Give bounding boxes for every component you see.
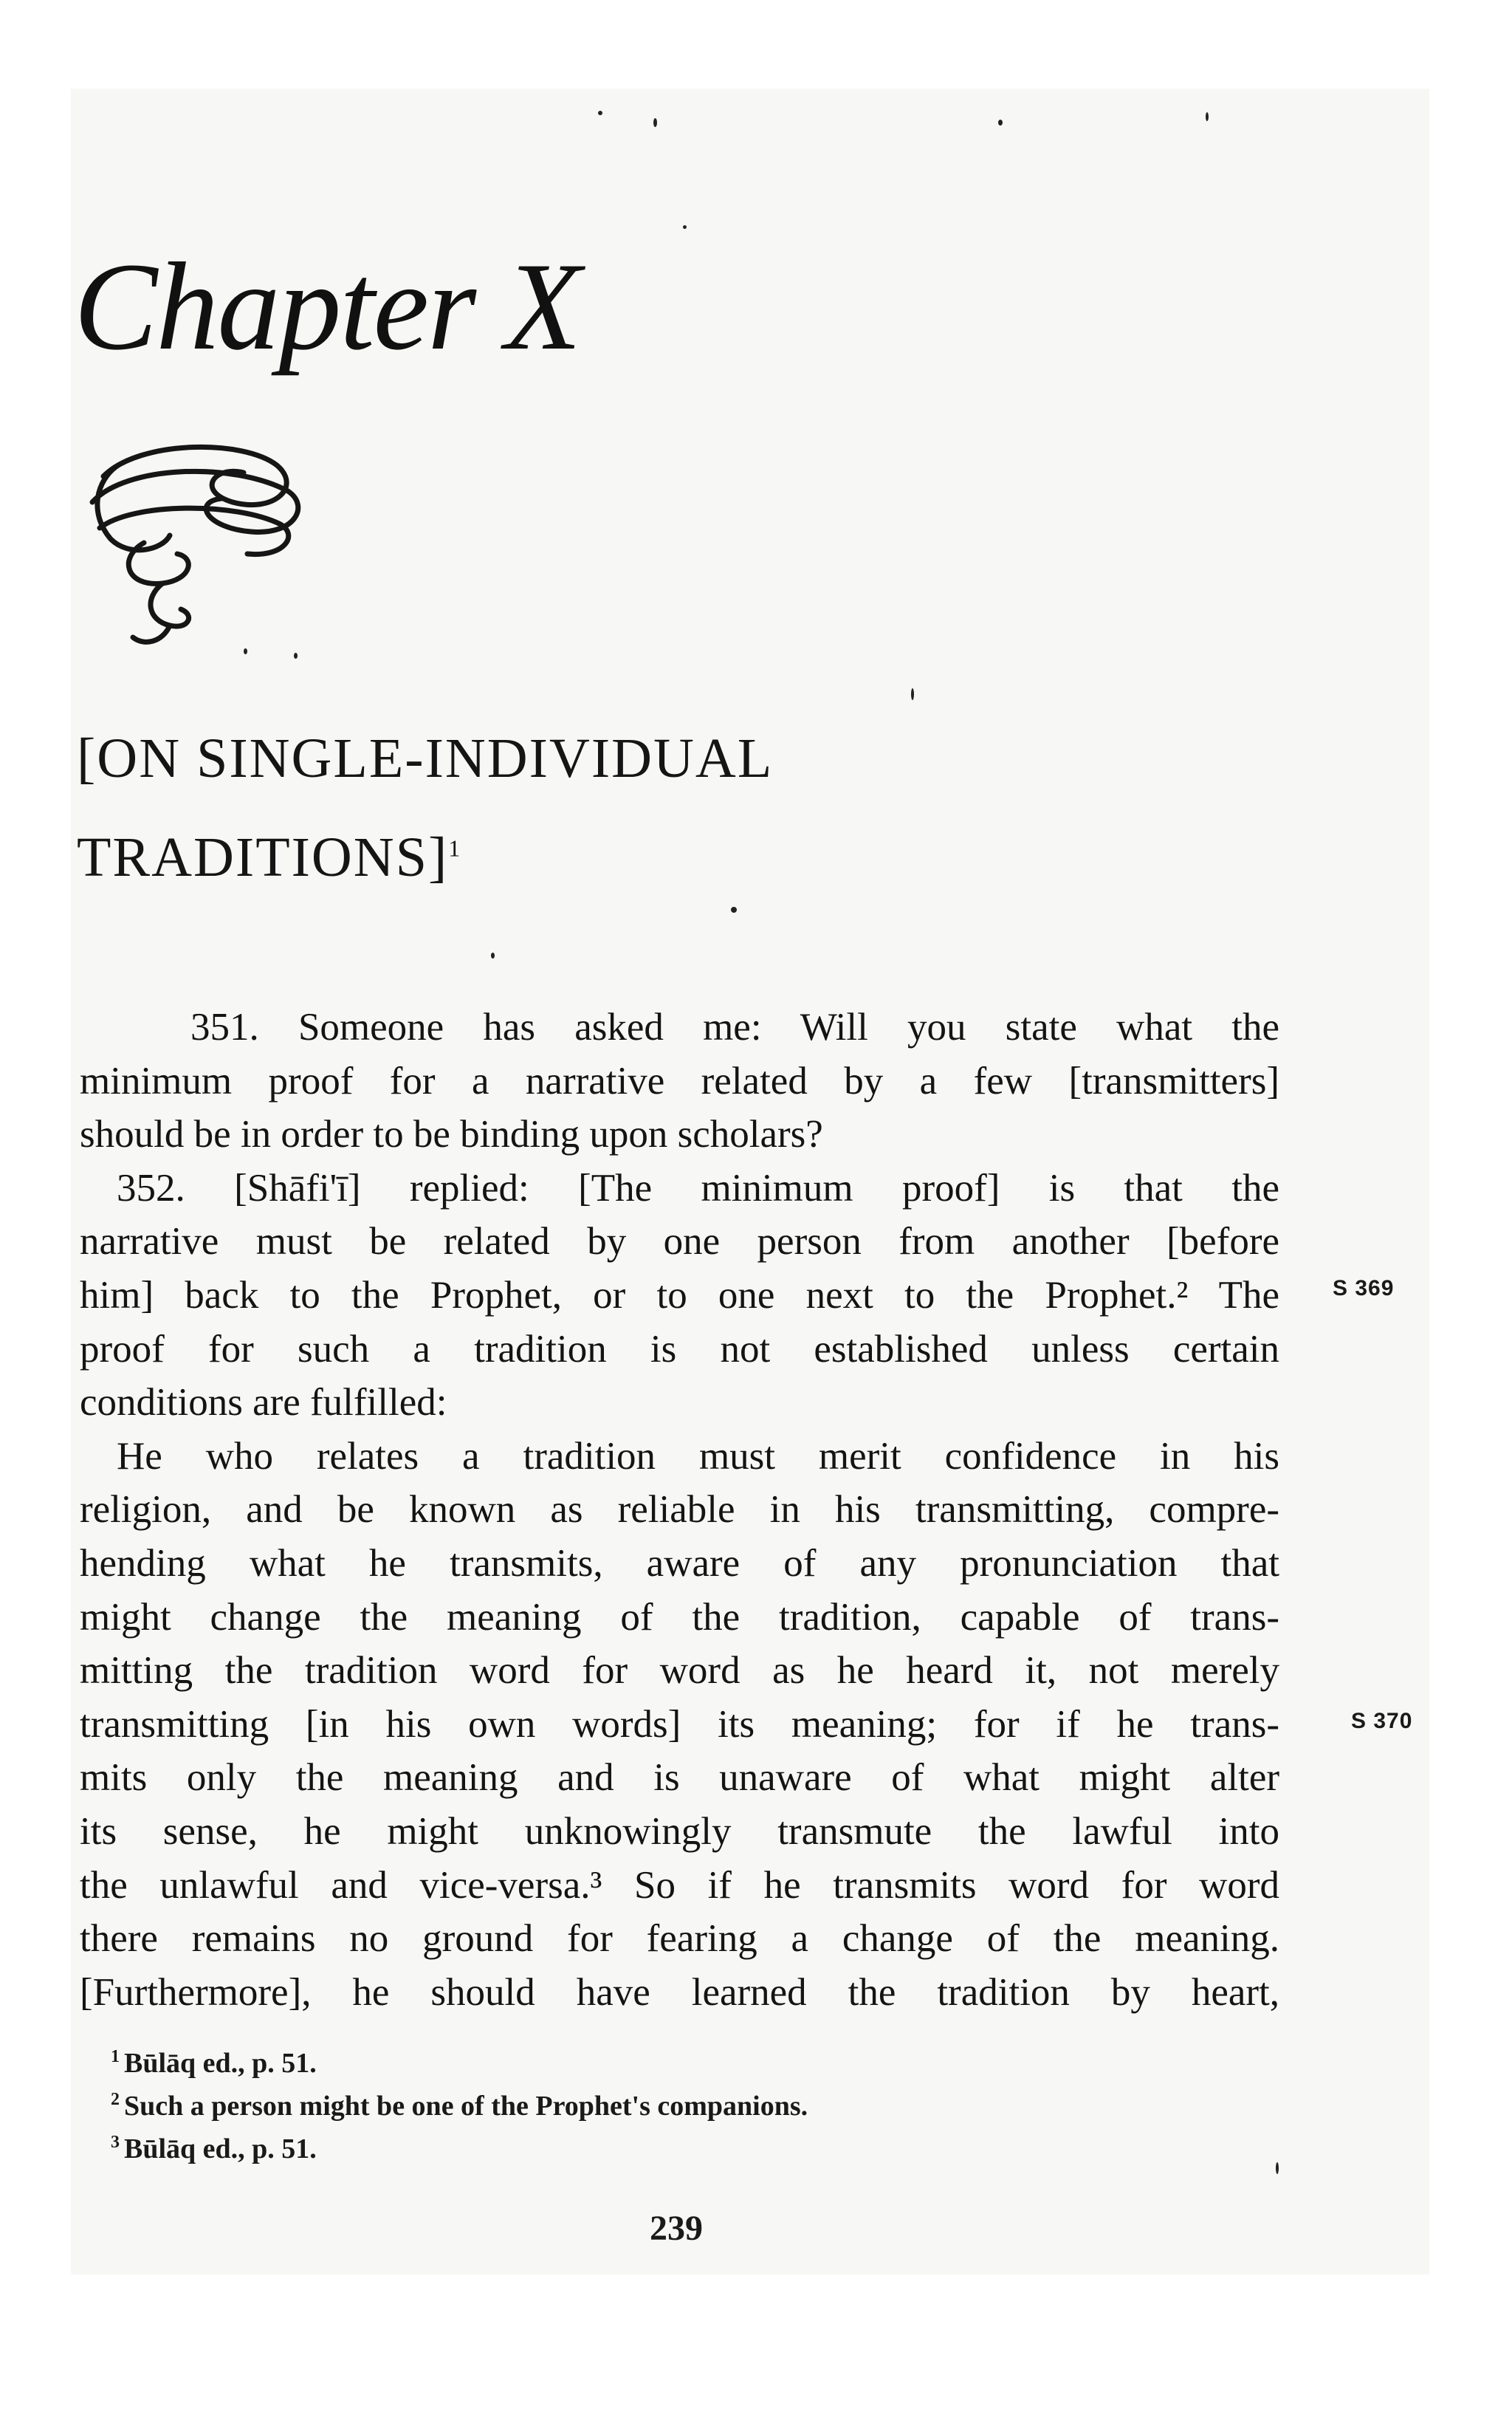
footnote-number: 3 bbox=[111, 2133, 120, 2153]
footnote-text: Such a person might be one of the Prophet's companions. bbox=[124, 2091, 808, 2122]
body-line: conditions are fulfilled: bbox=[80, 1381, 447, 1425]
body-line: might change the meaning of the tradition, capable of trans- bbox=[80, 1595, 1279, 1639]
scan-speck bbox=[731, 907, 737, 913]
margin-note-s369: S 369 bbox=[1333, 1276, 1395, 1300]
body-line: minimum proof for a narrative related by a few [transmitters] bbox=[80, 1059, 1279, 1103]
scan-speck bbox=[1276, 2162, 1279, 2174]
body-line: 351. Someone has asked me: Will you state what the bbox=[190, 1006, 1279, 1049]
body-line: there remains no ground for fearing a change of the meaning. bbox=[80, 1917, 1279, 1961]
heading-line-2-text: TRADITIONS] bbox=[77, 826, 449, 888]
footnotes bbox=[111, 2042, 808, 2170]
margin-note-s370: S 370 bbox=[1351, 1709, 1413, 1733]
body-line: religion, and be known as reliable in his transmitting, compre- bbox=[80, 1488, 1279, 1532]
footnote-text: Būlāq ed., p. 51. bbox=[124, 2048, 317, 2079]
body-line: mitting the tradition word for word as he heard it, not merely bbox=[80, 1649, 1279, 1693]
body-line: mits only the meaning and is unaware of what might alter bbox=[80, 1756, 1279, 1800]
body-line: hending what he transmits, aware of any pronunciation that bbox=[80, 1541, 1279, 1585]
body-line: him] back to the Prophet, or to one next to the Prophet.² The bbox=[80, 1273, 1279, 1317]
body-line: [Furthermore], he should have learned the tradition by heart, bbox=[80, 1970, 1279, 2014]
heading-line-1: [ON SINGLE-INDIVIDUAL bbox=[77, 727, 774, 789]
body-text bbox=[80, 1001, 1279, 2019]
scan-speck bbox=[244, 648, 247, 654]
scan-speck bbox=[683, 225, 687, 229]
scan-speck bbox=[1206, 112, 1209, 121]
heading-line-2 bbox=[77, 808, 773, 907]
scan-speck bbox=[998, 120, 1003, 126]
footnote-1 bbox=[111, 2042, 808, 2085]
scan-speck bbox=[598, 111, 602, 115]
footnote-2 bbox=[111, 2085, 808, 2128]
footnote-text: Būlāq ed., p. 51. bbox=[124, 2133, 317, 2164]
scan-speck bbox=[491, 953, 495, 959]
flourish-ornament-icon bbox=[74, 432, 310, 654]
body-line: He who relates a tradition must merit confidence in his bbox=[117, 1434, 1279, 1478]
scan-speck bbox=[653, 118, 657, 127]
heading-footnote-ref: 1 bbox=[448, 834, 462, 862]
body-line: should be in order to be binding upon scholars? bbox=[80, 1113, 823, 1156]
scan-speck bbox=[294, 653, 298, 659]
body-line: transmitting [in his own words] its meaning; for if he trans- bbox=[80, 1702, 1279, 1746]
body-line: the unlawful and vice-versa.³ So if he transmits word for word bbox=[80, 1863, 1279, 1907]
footnote-3 bbox=[111, 2128, 808, 2170]
footnote-number: 2 bbox=[111, 2090, 120, 2110]
page-number: 239 bbox=[650, 2209, 703, 2248]
body-line: 352. [Shāfi'ī] replied: [The minimum proof] is that the bbox=[117, 1166, 1279, 1210]
body-line: its sense, he might unknowingly transmute the lawful into bbox=[80, 1809, 1279, 1853]
body-line: narrative must be related by one person from another [before bbox=[80, 1220, 1279, 1264]
chapter-title: Chapter X bbox=[74, 237, 580, 376]
footnote-number: 1 bbox=[111, 2047, 120, 2067]
section-heading bbox=[77, 709, 773, 907]
body-line: proof for such a tradition is not established unless certain bbox=[80, 1327, 1279, 1371]
scan-speck bbox=[911, 688, 914, 700]
